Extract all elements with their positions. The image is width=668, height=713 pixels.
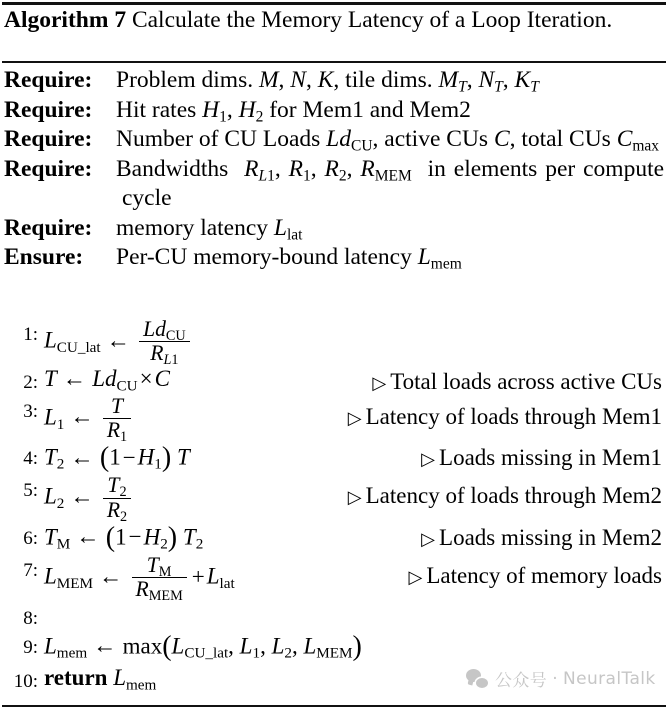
algorithm-step (4, 553, 664, 605)
step-number: 4: (23, 448, 38, 470)
title-rule (2, 61, 666, 63)
require-line-problem-dims (4, 66, 664, 96)
step-comment: ▷ Total loads across active CUs (372, 368, 662, 394)
require-line-cu-loads (4, 125, 664, 155)
require-line-memory-latency (4, 214, 664, 244)
step-comment (662, 665, 664, 668)
require-keyword: Require: (4, 126, 93, 152)
require-text-hit-rates: Hit rates $H_1$, $H_2$ for Mem1 and Mem2 (116, 96, 471, 125)
step-comment: ▷ Latency of loads through Mem1 (347, 403, 662, 429)
require-keyword: Require: (4, 214, 93, 241)
algorithm-step (4, 393, 664, 446)
step-number: 8: (23, 607, 38, 629)
watermark-account-label: 公众号 (495, 671, 548, 691)
step-comment: ▷ Loads missing in Mem2 (421, 525, 662, 551)
return-keyword: return (44, 664, 108, 690)
algorithm-step (4, 366, 664, 395)
top-rule (2, 2, 666, 5)
comment-triangle-icon: ▷ (421, 529, 436, 550)
step-number: 5: (23, 480, 38, 502)
step-number: 1: (23, 324, 38, 345)
algorithm-step (4, 473, 664, 525)
ensure-keyword: Ensure: (4, 244, 84, 270)
algorithm-step (4, 602, 664, 631)
step-number: 7: (23, 560, 38, 582)
algorithm-step (4, 522, 664, 554)
require-text-memory-latency: memory latency $L_{lat}$ (116, 214, 303, 243)
step-comment: ▷ Latency of memory loads (408, 563, 662, 589)
step-comment: ▷ Loads missing in Mem1 (421, 445, 662, 471)
comment-triangle-icon: ▷ (408, 567, 423, 588)
algorithm-number: 7 (114, 7, 127, 33)
bottom-rule (2, 705, 666, 707)
step-expression: $T_M$ ← $(1-H_2)$ $T_2$ (44, 522, 204, 554)
algorithm-step (4, 442, 664, 474)
require-line-bandwidths (4, 155, 664, 214)
step-expression: $L_{MEM}$ ← $\frac{T_M}{R_{MEM}}$ $+L_{lat}$ (44, 553, 235, 605)
step-expression: T ← $Ld_{CU}\times C$ (44, 365, 170, 394)
step-number: 10: (13, 670, 38, 692)
step-number: 2: (23, 371, 38, 393)
require-line-hit-rates (4, 96, 664, 126)
algorithm-label: Algorithm (4, 7, 109, 33)
require-keyword: Require: (4, 96, 93, 123)
ensure-text: Per-CU memory-bound latency $L_{mem}$ (116, 244, 462, 273)
step-comment (662, 318, 664, 321)
step-expression: $L_2$ ← $\frac{T_2}{R_2}$ (44, 474, 134, 522)
require-keyword: Require: (4, 155, 93, 182)
watermark-separator: · (552, 668, 559, 689)
step-comment (662, 631, 664, 634)
step-expression: $T_2$ ← $(1-H_1)$ T (44, 442, 190, 474)
step-number: 3: (23, 400, 38, 422)
require-text-problem-dims: Problem dims. M, N, K, tile dims. $M_T$, $N_T$, $K_T$ (116, 67, 539, 96)
algorithm-title: Calculate the Memory Latency of a Loop Iteration. (131, 7, 613, 33)
step-number: 6: (23, 528, 38, 550)
watermark (466, 666, 656, 691)
comment-triangle-icon: ▷ (347, 487, 362, 508)
step-expression: $L_1$ ← $\frac{T}{R_1}$ (44, 395, 134, 443)
step-expression: return $L_{mem}$ (44, 664, 157, 693)
algorithm-preconditions (4, 66, 664, 273)
step-expression: $L_{CU\_lat}$ ← $\frac{Ld_{CU}}{R_{L1}}$ (44, 318, 193, 366)
require-text-cu-loads: Number of CU Loads $Ld_{CU}$, active CUs C, total CUs $C_{max}$ (116, 126, 660, 155)
algorithm-steps (4, 318, 664, 694)
step-comment (662, 602, 664, 605)
step-number: 9: (23, 636, 38, 658)
algorithm-step (4, 317, 664, 369)
watermark-name: NeuralTalk (563, 668, 656, 689)
comment-triangle-icon: ▷ (421, 449, 436, 470)
step-comment: ▷ Latency of loads through Mem2 (347, 483, 662, 509)
wechat-icon (466, 669, 488, 688)
require-text-bandwidths: Bandwidths $R_{L1}$, $R_1$, $R_2$, $R_{MEM}$ in elements per compute cycle (116, 155, 665, 211)
algorithm-step (4, 631, 664, 665)
require-keyword: Require: (4, 67, 93, 93)
comment-triangle-icon: ▷ (347, 407, 362, 428)
step-expression: $L_{mem}$ ← $\max(L_{CU\_lat}$, $L_1$, $L_2$, $L_{MEM}$) (44, 630, 362, 662)
algorithm-caption (4, 6, 664, 34)
comment-triangle-icon: ▷ (372, 372, 387, 393)
ensure-line (4, 243, 664, 273)
